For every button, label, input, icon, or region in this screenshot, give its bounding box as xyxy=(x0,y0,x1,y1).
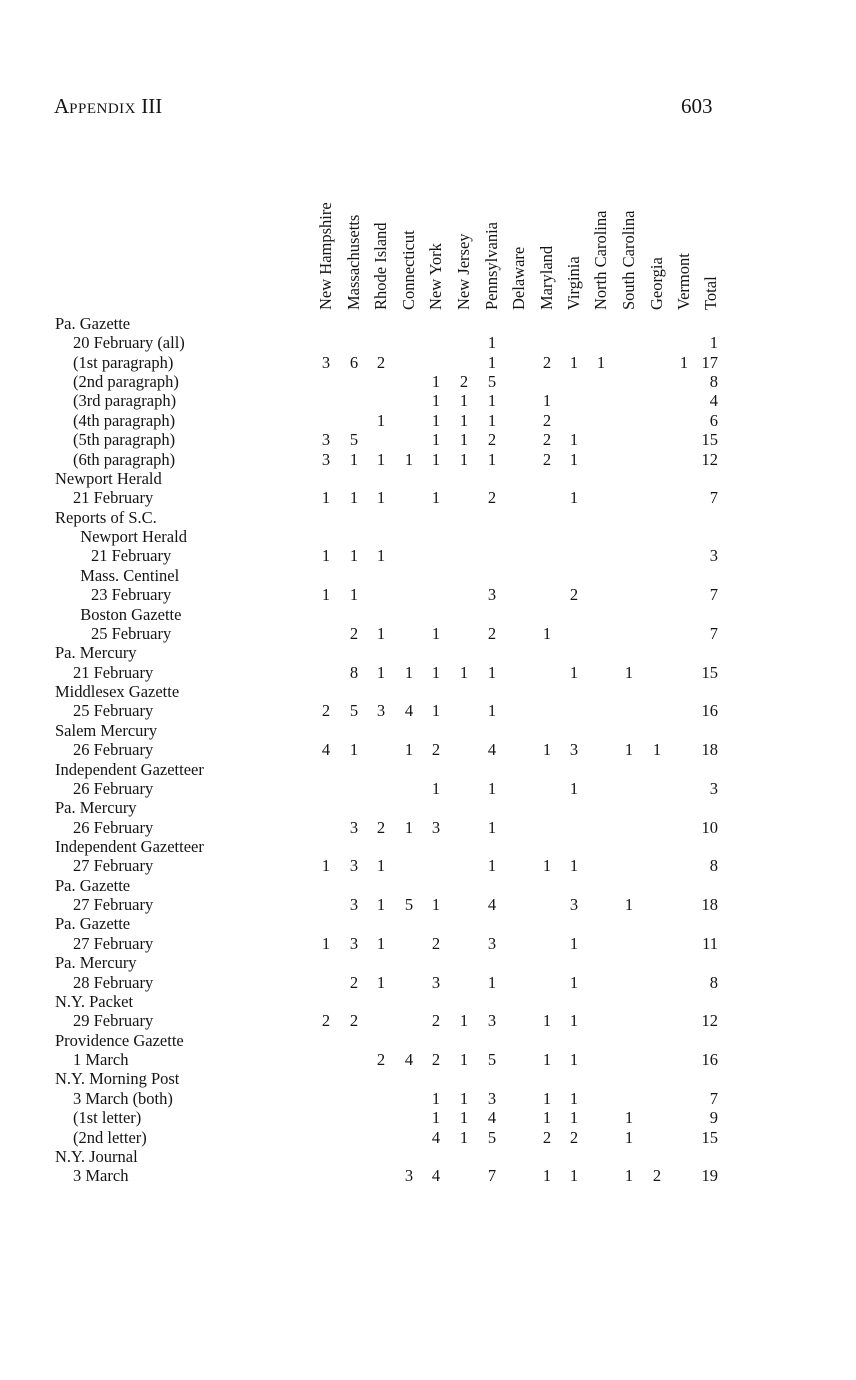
column-header-virginia: Virginia xyxy=(564,256,583,310)
column-header-total: Total xyxy=(701,276,720,310)
total-cell: 8 xyxy=(709,856,718,876)
table-cell: 1 xyxy=(542,1011,552,1031)
table-cell: 1 xyxy=(569,1088,579,1108)
row-label: Boston Gazette xyxy=(80,604,182,624)
table-cell: 1 xyxy=(459,391,469,411)
table-cell: 1 xyxy=(376,933,386,953)
table-cell: 1 xyxy=(569,972,579,992)
table-cell: 2 xyxy=(349,1011,359,1031)
table-cell: 2 xyxy=(459,372,469,392)
total-cell: 19 xyxy=(701,1166,718,1186)
row-label: 26 February xyxy=(73,817,154,837)
table-cell: 8 xyxy=(349,662,359,682)
table-cell: 1 xyxy=(542,1088,552,1108)
row-label: (1st letter) xyxy=(73,1108,142,1128)
table-cell: 3 xyxy=(321,449,331,469)
column-header-delaware: Delaware xyxy=(509,246,528,310)
total-cell: 8 xyxy=(709,372,718,392)
table-cell: 3 xyxy=(487,585,497,605)
page-title: APPENDIX III xyxy=(54,94,163,118)
table-cell: 1 xyxy=(376,449,386,469)
table-cell: 1 xyxy=(569,1108,579,1128)
table-cell: 2 xyxy=(376,352,386,372)
table-cell: 1 xyxy=(431,410,441,430)
table-cell: 3 xyxy=(569,740,579,760)
total-cell: 15 xyxy=(701,662,718,682)
table-cell: 1 xyxy=(376,662,386,682)
column-header-south-carolina: South Carolina xyxy=(619,210,638,310)
total-cell: 7 xyxy=(709,488,718,508)
total-cell: 9 xyxy=(709,1108,718,1128)
table-cell: 1 xyxy=(569,449,579,469)
table-cell: 1 xyxy=(376,546,386,566)
table-cell: 2 xyxy=(349,972,359,992)
table-cell: 1 xyxy=(431,449,441,469)
table-cell: 2 xyxy=(569,1127,579,1147)
table-cell: 1 xyxy=(431,488,441,508)
row-label: 21 February xyxy=(73,488,154,508)
table-cell: 1 xyxy=(459,430,469,450)
table-cell: 1 xyxy=(321,546,331,566)
row-label: 21 February xyxy=(73,662,154,682)
table-cell: 1 xyxy=(404,662,414,682)
table-cell: 1 xyxy=(321,585,331,605)
row-label: Newport Herald xyxy=(80,527,187,547)
table-cell: 1 xyxy=(431,372,441,392)
table-cell: 1 xyxy=(376,488,386,508)
column-header-maryland: Maryland xyxy=(537,245,556,310)
row-label: Independent Gazetteer xyxy=(55,759,204,779)
table-cell: 2 xyxy=(652,1166,662,1186)
table-cell: 1 xyxy=(624,1127,634,1147)
table-cell: 1 xyxy=(321,933,331,953)
table-cell: 2 xyxy=(376,1050,386,1070)
table-cell: 3 xyxy=(376,701,386,721)
table-cell: 1 xyxy=(569,662,579,682)
row-label: Middlesex Gazette xyxy=(55,682,180,702)
table-cell: 1 xyxy=(321,856,331,876)
row-label: 21 February xyxy=(91,546,172,566)
table-cell: 1 xyxy=(569,1050,579,1070)
table-cell: 1 xyxy=(569,488,579,508)
row-label: (6th paragraph) xyxy=(73,449,176,469)
total-cell: 4 xyxy=(709,391,718,411)
total-cell: 10 xyxy=(701,817,718,837)
row-label: Pa. Mercury xyxy=(55,643,137,663)
table-cell: 1 xyxy=(459,1050,469,1070)
table-cell: 3 xyxy=(349,933,359,953)
column-header-connecticut: Connecticut xyxy=(399,230,418,310)
total-cell: 18 xyxy=(701,895,718,915)
page-number: 603 xyxy=(681,94,713,118)
row-label: 1 March xyxy=(73,1050,129,1070)
table-cell: 1 xyxy=(569,430,579,450)
column-header-vermont: Vermont xyxy=(674,253,693,310)
table-cell: 2 xyxy=(431,1011,441,1031)
table-cell: 5 xyxy=(349,701,359,721)
row-label: 20 February (all) xyxy=(73,333,185,353)
total-cell: 12 xyxy=(701,1011,718,1031)
total-cell: 3 xyxy=(709,778,718,798)
table-cell: 1 xyxy=(459,1088,469,1108)
row-label: 3 March (both) xyxy=(73,1088,173,1108)
table-cell: 2 xyxy=(542,1127,552,1147)
table-cell: 1 xyxy=(349,449,359,469)
table-cell: 3 xyxy=(349,856,359,876)
table-cell: 1 xyxy=(459,449,469,469)
column-header-massachusetts: Massachusetts xyxy=(344,214,363,310)
table-cell: 1 xyxy=(431,1088,441,1108)
row-label: Pa. Gazette xyxy=(55,875,131,895)
table-cell: 1 xyxy=(569,352,579,372)
row-label: 25 February xyxy=(73,701,154,721)
table-cell: 3 xyxy=(487,1011,497,1031)
table-cell: 2 xyxy=(542,352,552,372)
row-label: 27 February xyxy=(73,856,154,876)
table-cell: 2 xyxy=(542,410,552,430)
table-cell: 7 xyxy=(487,1166,497,1186)
row-label: (1st paragraph) xyxy=(73,352,174,372)
table-cell: 3 xyxy=(321,430,331,450)
table-cell: 1 xyxy=(596,352,606,372)
total-cell: 7 xyxy=(709,623,718,643)
table-cell: 1 xyxy=(487,391,497,411)
total-cell: 12 xyxy=(701,449,718,469)
table-cell: 1 xyxy=(459,1108,469,1128)
table-cell: 1 xyxy=(376,623,386,643)
total-cell: 7 xyxy=(709,1088,718,1108)
row-label: 26 February xyxy=(73,778,154,798)
total-cell: 3 xyxy=(709,546,718,566)
row-label: 25 February xyxy=(91,623,172,643)
row-label: Mass. Centinel xyxy=(80,565,180,585)
table-cell: 1 xyxy=(487,701,497,721)
table-cell: 1 xyxy=(431,623,441,643)
total-cell: 16 xyxy=(701,1050,718,1070)
table-cell: 1 xyxy=(542,1166,552,1186)
table-cell: 1 xyxy=(459,410,469,430)
table-cell: 1 xyxy=(349,585,359,605)
row-label: 29 February xyxy=(73,1011,154,1031)
table-cell: 2 xyxy=(321,1011,331,1031)
table-cell: 3 xyxy=(569,895,579,915)
total-cell: 1 xyxy=(709,333,718,353)
table-cell: 5 xyxy=(487,1127,497,1147)
table-cell: 3 xyxy=(431,817,441,837)
table-cell: 1 xyxy=(431,1108,441,1128)
table-cell: 1 xyxy=(431,778,441,798)
row-label: 27 February xyxy=(73,895,154,915)
table-cell: 1 xyxy=(487,333,497,353)
table-cell: 1 xyxy=(321,488,331,508)
column-header-georgia: Georgia xyxy=(647,257,666,310)
table-cell: 1 xyxy=(624,1166,634,1186)
table-cell: 1 xyxy=(431,391,441,411)
table-cell: 1 xyxy=(376,856,386,876)
table-cell: 1 xyxy=(569,933,579,953)
total-cell: 18 xyxy=(701,740,718,760)
row-label: Newport Herald xyxy=(55,468,162,488)
table-cell: 1 xyxy=(431,662,441,682)
table-cell: 1 xyxy=(487,856,497,876)
table-cell: 2 xyxy=(542,430,552,450)
total-cell: 15 xyxy=(701,1127,718,1147)
table-cell: 1 xyxy=(624,740,634,760)
row-label: 23 February xyxy=(91,585,172,605)
row-label: (2nd letter) xyxy=(73,1127,147,1147)
table-cell: 1 xyxy=(487,410,497,430)
table-cell: 1 xyxy=(569,1166,579,1186)
table-cell: 1 xyxy=(487,817,497,837)
table-cell: 1 xyxy=(431,430,441,450)
table-cell: 3 xyxy=(321,352,331,372)
table-cell: 1 xyxy=(679,352,689,372)
table-cell: 1 xyxy=(624,662,634,682)
row-label: 27 February xyxy=(73,933,154,953)
row-label: 3 March xyxy=(73,1166,129,1186)
table-cell: 1 xyxy=(459,1127,469,1147)
row-label: Reports of S.C. xyxy=(55,507,157,527)
table-cell: 2 xyxy=(376,817,386,837)
table-cell: 5 xyxy=(349,430,359,450)
table-cell: 1 xyxy=(542,740,552,760)
table-cell: 2 xyxy=(487,488,497,508)
table-cell: 4 xyxy=(431,1166,441,1186)
row-label: Pa. Gazette xyxy=(55,314,131,333)
table-cell: 2 xyxy=(487,430,497,450)
table-cell: 1 xyxy=(487,972,497,992)
table-cell: 3 xyxy=(404,1166,414,1186)
total-cell: 16 xyxy=(701,701,718,721)
row-label: Independent Gazetteer xyxy=(55,836,204,856)
table-cell: 5 xyxy=(404,895,414,915)
total-cell: 7 xyxy=(709,585,718,605)
table-cell: 1 xyxy=(487,778,497,798)
table-cell: 2 xyxy=(349,623,359,643)
row-label: Salem Mercury xyxy=(55,720,158,740)
table-cell: 1 xyxy=(487,662,497,682)
table-cell: 4 xyxy=(404,701,414,721)
table-cell: 1 xyxy=(376,895,386,915)
table-cell: 1 xyxy=(376,972,386,992)
column-header-north-carolina: North Carolina xyxy=(591,210,610,310)
table-cell: 1 xyxy=(652,740,662,760)
table-cell: 3 xyxy=(349,895,359,915)
table-cell: 2 xyxy=(321,701,331,721)
total-cell: 6 xyxy=(709,410,718,430)
table-cell: 2 xyxy=(542,449,552,469)
table-cell: 1 xyxy=(624,1108,634,1128)
table-cell: 1 xyxy=(542,1108,552,1128)
column-header-new-jersey: New Jersey xyxy=(454,233,473,310)
table-cell: 1 xyxy=(569,778,579,798)
row-label: Pa. Mercury xyxy=(55,798,137,818)
table-cell: 2 xyxy=(487,623,497,643)
table-cell: 4 xyxy=(487,740,497,760)
column-header-new-hampshire: New Hampshire xyxy=(316,202,335,310)
table-cell: 1 xyxy=(349,740,359,760)
table-cell: 2 xyxy=(569,585,579,605)
table-cell: 2 xyxy=(431,1050,441,1070)
row-label: (2nd paragraph) xyxy=(73,372,179,392)
table-cell: 1 xyxy=(542,391,552,411)
row-label: Providence Gazette xyxy=(55,1030,184,1050)
column-header-new-york: New York xyxy=(426,243,445,310)
table-cell: 1 xyxy=(624,895,634,915)
table-cell: 3 xyxy=(487,933,497,953)
table-cell: 1 xyxy=(349,546,359,566)
table-cell: 1 xyxy=(376,410,386,430)
total-cell: 17 xyxy=(701,352,718,372)
table-cell: 1 xyxy=(431,701,441,721)
table-cell: 1 xyxy=(404,817,414,837)
table-cell: 4 xyxy=(487,895,497,915)
row-label: (4th paragraph) xyxy=(73,410,176,430)
row-label: 26 February xyxy=(73,740,154,760)
table-cell: 1 xyxy=(542,623,552,643)
table-cell: 1 xyxy=(569,1011,579,1031)
total-cell: 8 xyxy=(709,972,718,992)
table-cell: 1 xyxy=(542,1050,552,1070)
column-header-rhode-island: Rhode Island xyxy=(371,222,390,310)
row-label: Pa. Gazette xyxy=(55,914,131,934)
table-cell: 3 xyxy=(431,972,441,992)
table-cell: 4 xyxy=(431,1127,441,1147)
table-cell: 1 xyxy=(349,488,359,508)
row-label: (5th paragraph) xyxy=(73,430,176,450)
table-cell: 3 xyxy=(487,1088,497,1108)
table-cell: 1 xyxy=(542,856,552,876)
table-cell: 5 xyxy=(487,1050,497,1070)
table-cell: 5 xyxy=(487,372,497,392)
row-label: (3rd paragraph) xyxy=(73,391,177,411)
total-cell: 11 xyxy=(702,933,718,953)
table-cell: 1 xyxy=(404,449,414,469)
table-cell: 1 xyxy=(459,662,469,682)
table-cell: 1 xyxy=(569,856,579,876)
table-cell: 3 xyxy=(349,817,359,837)
column-header-pennsylvania: Pennsylvania xyxy=(482,222,501,310)
table-cell: 4 xyxy=(487,1108,497,1128)
table-cell: 4 xyxy=(404,1050,414,1070)
table-cell: 2 xyxy=(431,740,441,760)
table-cell: 1 xyxy=(487,449,497,469)
row-label: 28 February xyxy=(73,972,154,992)
table-cell: 6 xyxy=(349,352,359,372)
row-label: Pa. Mercury xyxy=(55,953,137,973)
row-label: N.Y. Journal xyxy=(55,1146,138,1166)
row-label: N.Y. Packet xyxy=(55,991,134,1011)
table-cell: 1 xyxy=(459,1011,469,1031)
table-cell: 1 xyxy=(487,352,497,372)
table-cell: 4 xyxy=(321,740,331,760)
table-cell: 1 xyxy=(404,740,414,760)
total-cell: 15 xyxy=(701,430,718,450)
table-cell: 2 xyxy=(431,933,441,953)
table-cell: 1 xyxy=(431,895,441,915)
row-label: N.Y. Morning Post xyxy=(55,1069,180,1089)
